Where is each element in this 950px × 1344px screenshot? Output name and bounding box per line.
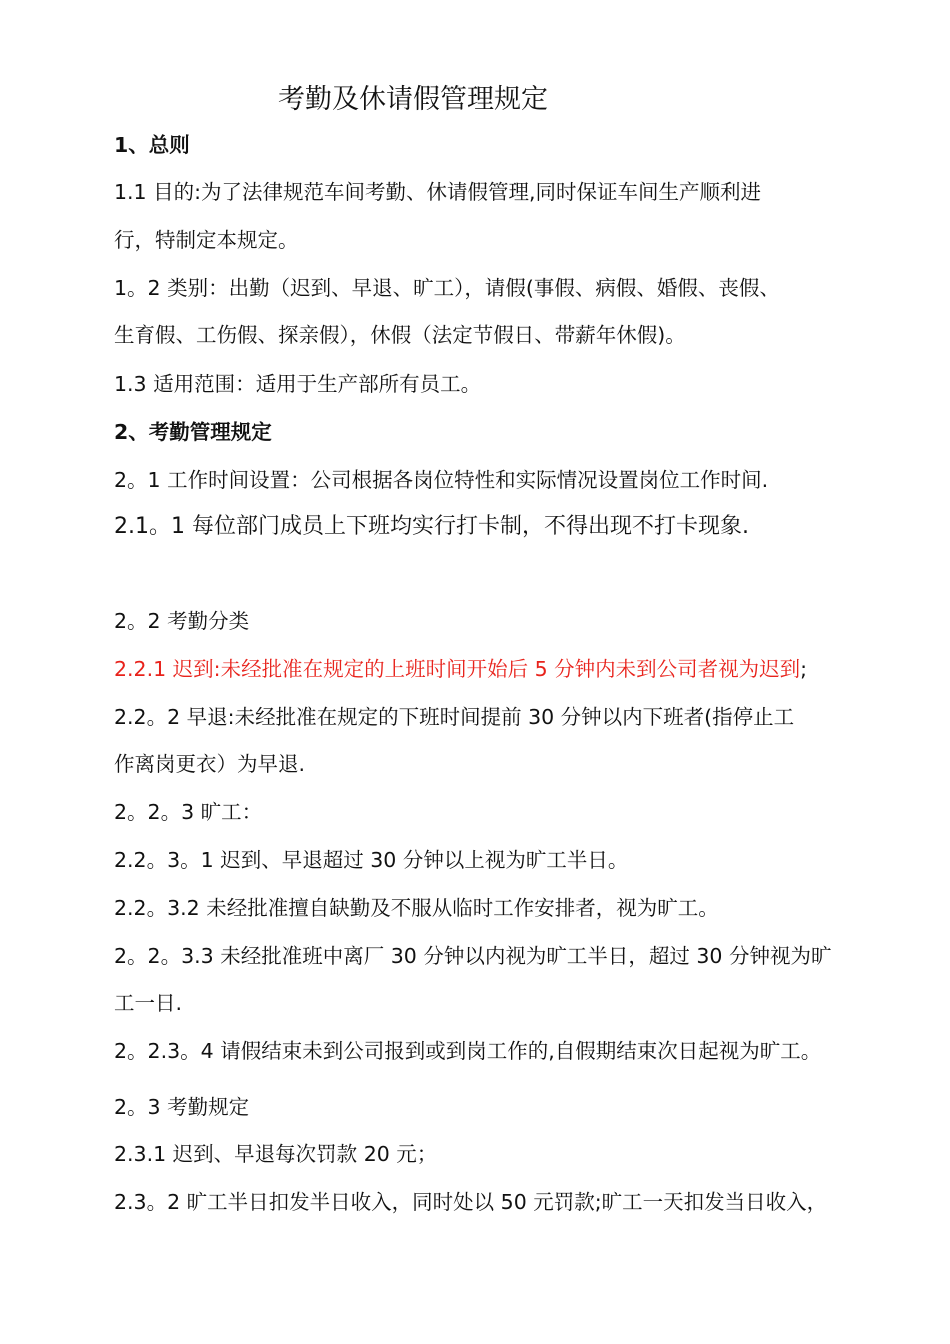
highlighted-line xyxy=(114,654,807,684)
paragraph-line: 2。2.3。4 请假结束未到公司报到或到岗工作的,自假期结束次日起视为旷工。 xyxy=(114,1039,822,1063)
highlighted-text: 2.2.1 迟到:未经批准在规定的上班时间开始后 5 分钟内未到公司者视为迟到 xyxy=(114,657,801,681)
paragraph-line: 2.2。2 早退:未经批准在规定的下班时间提前 30 分钟以内下班者(指停止工 xyxy=(114,705,795,729)
paragraph-line: 2.2。3.2 未经批准擅自缺勤及不服从临时工作安排者，视为旷工。 xyxy=(114,896,719,920)
paragraph-line: 2.2。3。1 迟到、早退超过 30 分钟以上视为旷工半日。 xyxy=(114,848,629,872)
paragraph-line: 工一日. xyxy=(114,991,183,1015)
paragraph-line: 2。2。3.3 未经批准班中离厂 30 分钟以内视为旷工半日，超过 30 分钟视为旷 xyxy=(114,944,832,968)
paragraph-line: 2。2。3 旷工： xyxy=(114,800,263,824)
paragraph-line: 行，特制定本规定。 xyxy=(114,228,299,252)
paragraph-line: 1.1 目的:为了法律规范车间考勤、休请假管理,同时保证车间生产顺利进 xyxy=(114,180,762,204)
highlighted-line-suffix: ; xyxy=(800,657,808,681)
paragraph-line: 2。3 考勤规定 xyxy=(114,1095,250,1119)
paragraph-line: 2.3.1 迟到、早退每次罚款 20 元； xyxy=(114,1142,438,1166)
paragraph-line: 2.3。2 旷工半日扣发半日收入，同时处以 50 元罚款;旷工一天扣发当日收入， xyxy=(114,1190,828,1214)
paragraph-line: 作离岗更衣）为早退. xyxy=(114,752,306,776)
paragraph-line: 生育假、工伤假、探亲假），休假（法定节假日、带薪年休假)。 xyxy=(114,323,686,347)
paragraph-line: 2。2 考勤分类 xyxy=(114,609,250,633)
paragraph-line: 2。1 工作时间设置：公司根据各岗位特性和实际情况设置岗位工作时间. xyxy=(114,468,769,492)
paragraph-line: 1。2 类别：出勤（迟到、早退、旷工），请假(事假、病假、婚假、丧假、 xyxy=(114,276,780,300)
paragraph-line: 1.3 适用范围：适用于生产部所有员工。 xyxy=(114,372,482,396)
paragraph-line: 2.1。1 每位部门成员上下班均实行打卡制，不得出现不打卡现象. xyxy=(114,514,749,539)
document-title: 考勤及休请假管理规定 xyxy=(278,84,548,115)
section-heading-attendance: 2、考勤管理规定 xyxy=(114,420,272,444)
section-heading-general: 1、总则 xyxy=(114,133,190,157)
